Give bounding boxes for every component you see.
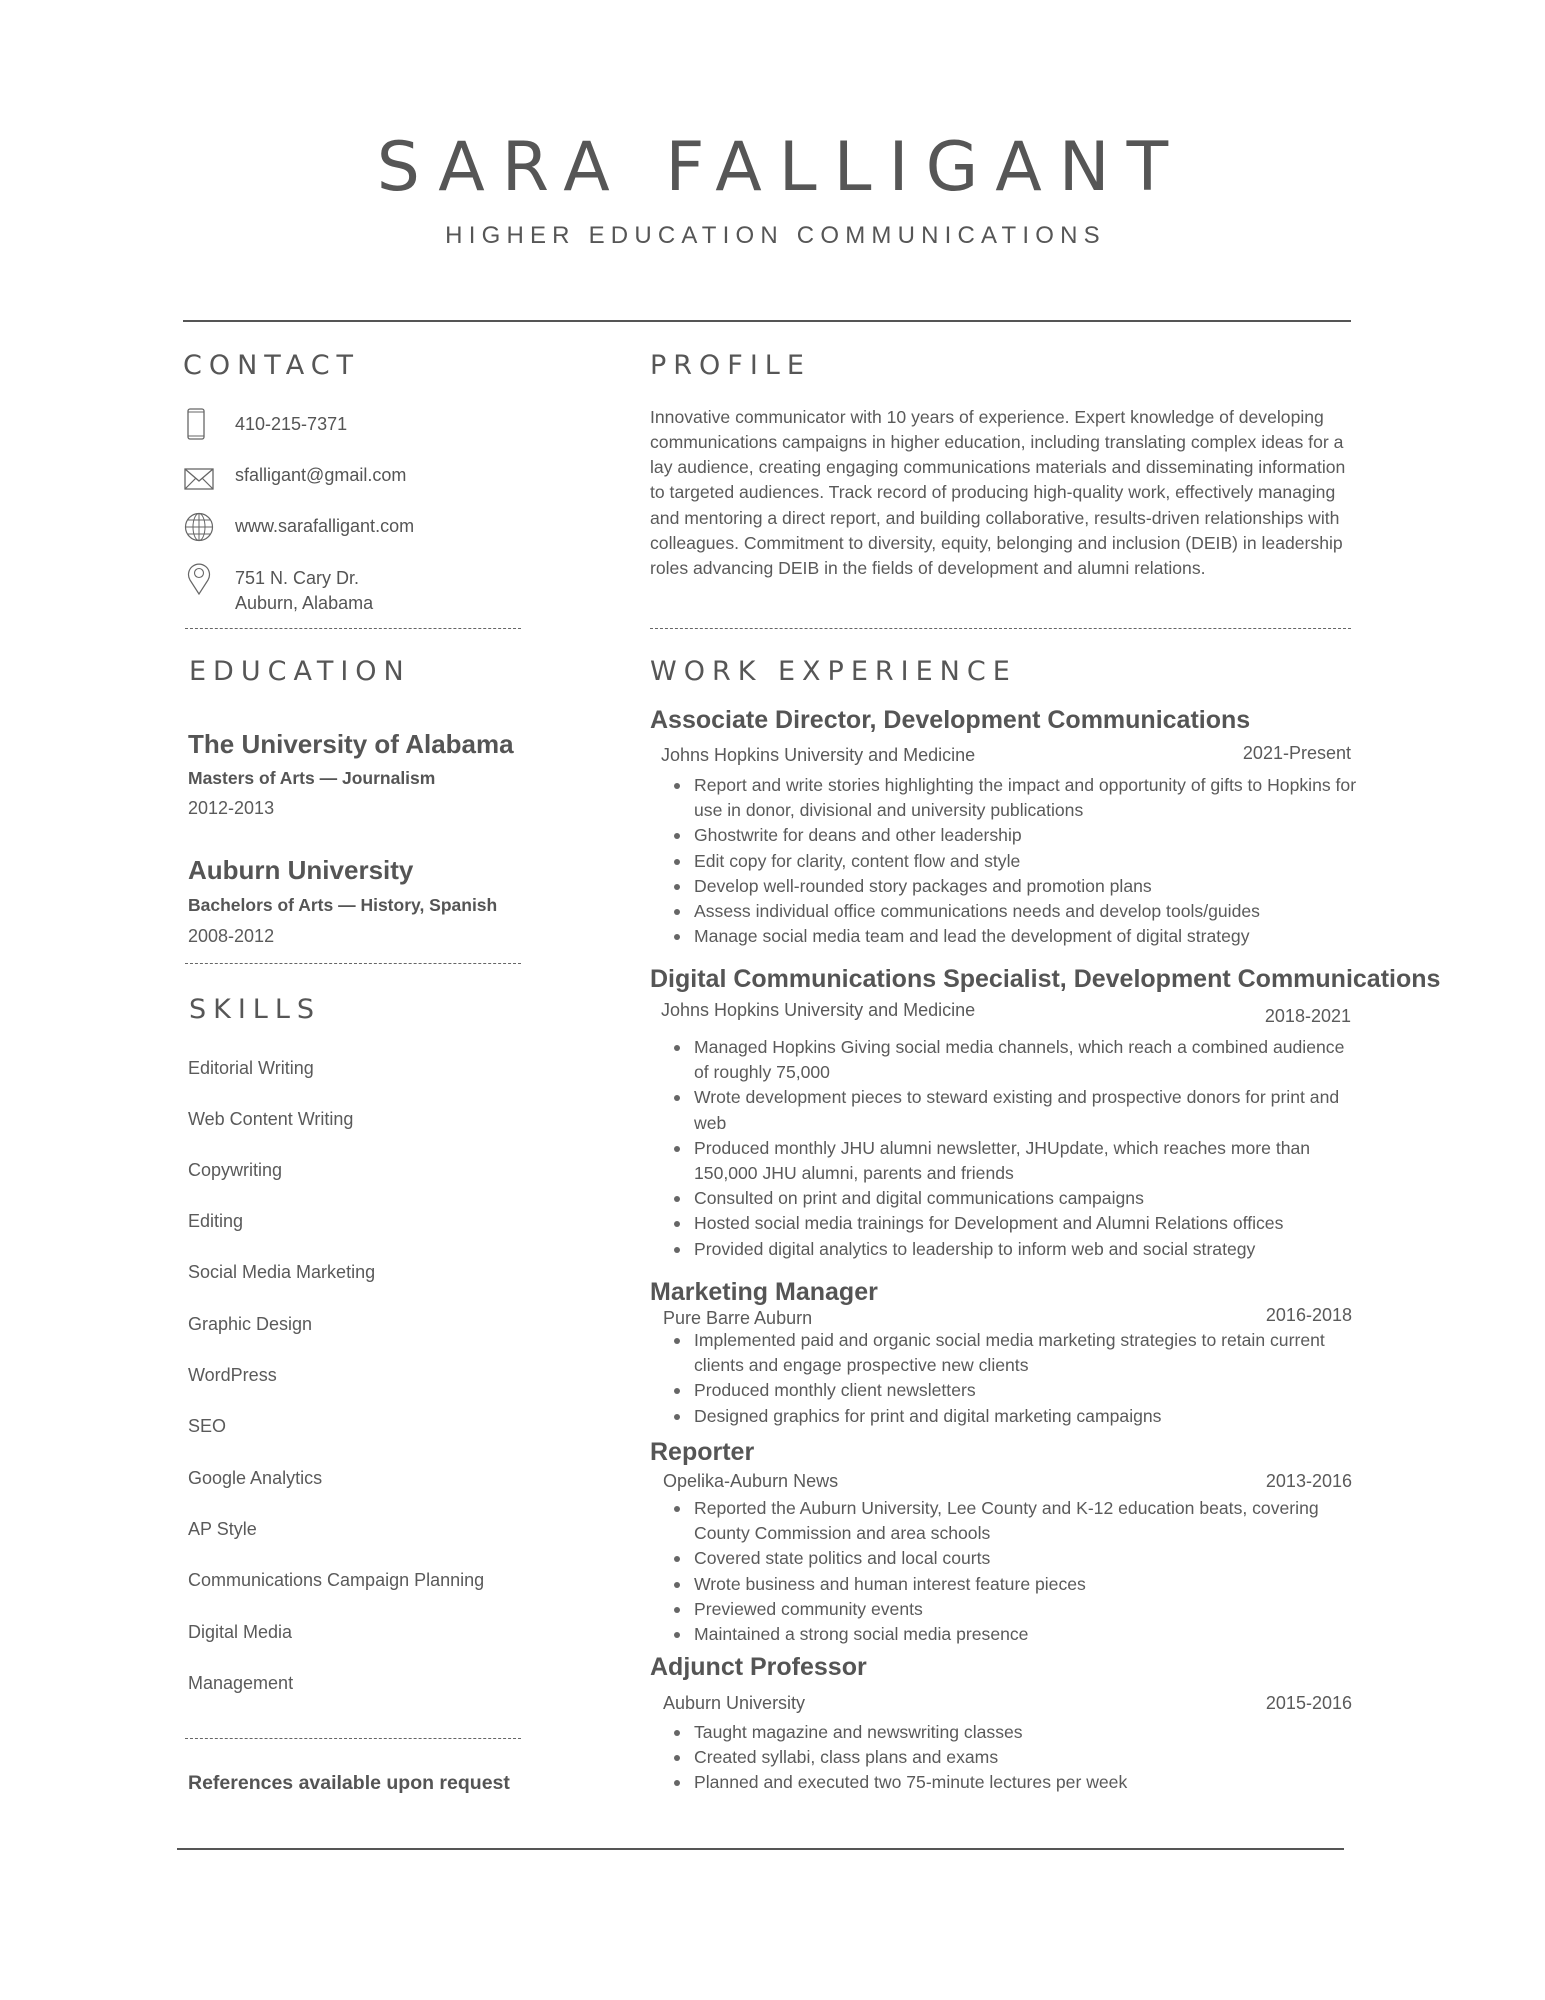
job-dates: 2021-Present <box>1242 743 1351 763</box>
skill-item: Editorial Writing <box>188 1058 314 1078</box>
contact-website[interactable]: www.sarafalligant.com <box>235 516 415 536</box>
job-dates: 2013-2016 <box>1265 1471 1352 1491</box>
skill-item: Graphic Design <box>188 1314 313 1334</box>
education-school: The University of Alabama <box>188 729 514 759</box>
skill-item: Digital Media <box>188 1622 293 1642</box>
education-years: 2008-2012 <box>188 926 275 946</box>
job-bullet: Previewed community events <box>650 1597 1360 1622</box>
contact-address-line2: Auburn, Alabama <box>235 593 374 613</box>
job-dates: 2015-2016 <box>1265 1693 1352 1713</box>
job-company: Auburn University <box>663 1693 806 1713</box>
job-title: Adjunct Professor <box>650 1653 867 1681</box>
job-bullet: Designed graphics for print and digital marketing campaigns <box>650 1404 1360 1429</box>
work-experience-heading: WORK EXPERIENCE <box>650 656 1017 687</box>
contact-email[interactable]: sfalligant@gmail.com <box>235 465 407 485</box>
job-dates: 2016-2018 <box>1265 1305 1352 1325</box>
job-company: Opelika-Auburn News <box>663 1471 839 1491</box>
profile-heading: PROFILE <box>650 350 811 381</box>
job-bullet: Report and write stories highlighting the impact and opportunity of gifts to Hopkins for use in donor, divisional and university publications <box>650 773 1360 823</box>
job-title: Associate Director, Development Communications <box>650 706 1251 734</box>
skills-heading: SKILLS <box>189 994 322 1025</box>
job-bullet: Covered state politics and local courts <box>650 1546 1360 1571</box>
candidate-subtitle: HIGHER EDUCATION COMMUNICATIONS <box>445 222 1106 249</box>
skill-item: Editing <box>188 1211 244 1231</box>
job-bullet: Managed Hopkins Giving social media channels, which reach a combined audience of roughly 75,000 <box>650 1035 1360 1085</box>
job-bullet: Implemented paid and organic social media marketing strategies to retain current clients and engage prospective new clients <box>650 1328 1360 1378</box>
skill-item: Social Media Marketing <box>188 1262 376 1282</box>
phone-icon <box>187 408 205 445</box>
job-bullets <box>650 1035 1360 1262</box>
job-bullet: Develop well-rounded story packages and promotion plans <box>650 874 1360 899</box>
contact-phone[interactable]: 410-215-7371 <box>235 414 348 434</box>
footer-divider <box>177 1848 1344 1850</box>
job-bullet: Manage social media team and lead the development of digital strategy <box>650 924 1360 949</box>
job-bullet: Wrote business and human interest feature pieces <box>650 1572 1360 1597</box>
skill-item: WordPress <box>188 1365 277 1385</box>
location-pin-icon <box>187 563 211 600</box>
job-bullet: Provided digital analytics to leadership to inform web and social strategy <box>650 1237 1360 1262</box>
skill-item: Management <box>188 1673 294 1693</box>
job-bullets <box>650 773 1360 949</box>
job-title: Reporter <box>650 1438 755 1466</box>
job-bullets <box>650 1496 1360 1647</box>
job-title: Marketing Manager <box>650 1278 878 1306</box>
job-bullet: Reported the Auburn University, Lee County and K-12 education beats, covering County Commission and area schools <box>650 1496 1360 1546</box>
contact-divider <box>185 628 521 629</box>
education-school: Auburn University <box>188 855 414 885</box>
education-degree: Bachelors of Arts — History, Spanish <box>188 895 498 915</box>
education-divider <box>185 963 521 964</box>
skills-divider <box>185 1738 521 1739</box>
skill-item: SEO <box>188 1416 227 1436</box>
job-bullets <box>650 1720 1360 1796</box>
contact-address-line1: 751 N. Cary Dr. <box>235 568 360 588</box>
skill-item: Google Analytics <box>188 1468 323 1488</box>
job-bullet: Hosted social media trainings for Development and Alumni Relations offices <box>650 1211 1360 1236</box>
job-bullets <box>650 1328 1360 1429</box>
profile-divider <box>650 628 1351 629</box>
contact-heading: CONTACT <box>183 350 361 381</box>
education-years: 2012-2013 <box>188 798 275 818</box>
skill-item: AP Style <box>188 1519 257 1539</box>
skill-item: Copywriting <box>188 1160 283 1180</box>
job-company: Johns Hopkins University and Medicine <box>661 745 976 765</box>
job-bullet: Ghostwrite for deans and other leadership <box>650 823 1360 848</box>
job-bullet: Maintained a strong social media presence <box>650 1622 1360 1647</box>
skill-item: Web Content Writing <box>188 1109 354 1129</box>
job-bullet: Consulted on print and digital communications campaigns <box>650 1186 1360 1211</box>
header-divider <box>183 320 1351 322</box>
job-bullet: Produced monthly client newsletters <box>650 1378 1360 1403</box>
job-company: Johns Hopkins University and Medicine <box>661 1000 976 1020</box>
job-company: Pure Barre Auburn <box>663 1308 813 1328</box>
globe-icon <box>184 512 214 547</box>
job-bullet: Planned and executed two 75-minute lectures per week <box>650 1770 1360 1795</box>
job-title: Digital Communications Specialist, Development Communications <box>650 965 1441 993</box>
job-bullet: Wrote development pieces to steward existing and prospective donors for print and web <box>650 1085 1360 1135</box>
skill-item: Communications Campaign Planning <box>188 1570 485 1590</box>
job-bullet: Taught magazine and newswriting classes <box>650 1720 1360 1745</box>
education-heading: EDUCATION <box>189 656 411 687</box>
profile-text: Innovative communicator with 10 years of experience. Expert knowledge of developing communications campaigns in higher education, including translating complex ideas for a lay audience, creating engaging communications materials and disseminating information to targeted audiences. Track record of producing high-quality work, effectively managing and mentoring a direct report, and building collaborative, results-driven relationships with colleagues. Commitment to diversity, equity, belonging and inclusion (DEIB) in leadership roles advancing DEIB in the fields of development and alumni relations. <box>650 407 1346 578</box>
references-note: References available upon request <box>188 1772 510 1794</box>
education-degree: Masters of Arts — Journalism <box>188 768 436 788</box>
job-dates: 2018-2021 <box>1264 1006 1351 1026</box>
job-bullet: Edit copy for clarity, content flow and style <box>650 849 1360 874</box>
job-bullet: Assess individual office communications needs and develop tools/guides <box>650 899 1360 924</box>
job-bullet: Created syllabi, class plans and exams <box>650 1745 1360 1770</box>
job-bullet: Produced monthly JHU alumni newsletter, JHUpdate, which reaches more than 150,000 JHU alumni, parents and friends <box>650 1136 1360 1186</box>
candidate-name: SARA FALLIGANT <box>376 128 1186 207</box>
mail-icon <box>184 468 214 495</box>
